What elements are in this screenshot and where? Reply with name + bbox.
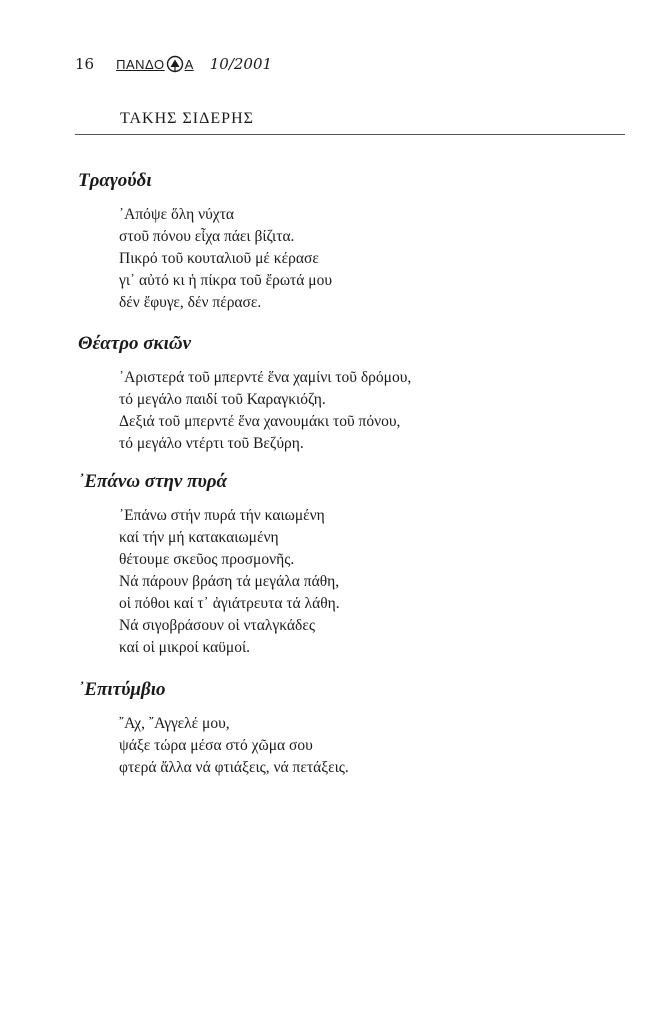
page-header bbox=[75, 50, 272, 78]
poem-line: θέτουμε σκεῦος προσμονῆς. bbox=[119, 551, 295, 568]
poem-line: Νά σιγοβράσουν οἱ νταλγκάδες bbox=[119, 617, 315, 634]
logo-text-right: Α bbox=[184, 56, 194, 72]
magazine-logo bbox=[116, 55, 194, 73]
poem-line: οἱ πόθοι καί τ᾿ ἀγιάτρευτα τά λάθη. bbox=[119, 595, 340, 612]
logo-emblem-icon bbox=[166, 55, 184, 73]
poem-line: καί οἱ μικροί καϋμοί. bbox=[119, 639, 251, 656]
poem-line: ᾿Απόψε ὅλη νύχτα bbox=[119, 206, 235, 223]
poem-line: στοῦ πόνου εἶχα πάει βίζιτα. bbox=[119, 228, 295, 245]
poem-body bbox=[119, 367, 411, 455]
poem-title: Θέατρο σκιῶν bbox=[78, 333, 192, 354]
poem-line: τό μεγάλο παιδί τοῦ Καραγκιόζη. bbox=[119, 391, 326, 408]
issue-date: 10/2001 bbox=[209, 55, 273, 73]
poem-epano-stin-pyra bbox=[78, 471, 340, 659]
poem-line: καί τήν μή κατακαιωμένη bbox=[119, 529, 279, 546]
poem-body bbox=[119, 204, 332, 314]
poem-line: τό μεγάλο ντέρτι τοῦ Βεζύρη. bbox=[119, 435, 304, 452]
poem-line: Δεξιά τοῦ μπερντέ ἕνα χανουμάκι τοῦ πόνου, bbox=[119, 413, 401, 430]
poem-body bbox=[119, 713, 349, 779]
poem-line: φτερά ἄλλα νά φτιάξεις, νά πετάξεις. bbox=[119, 759, 349, 776]
poem-epitymvio bbox=[78, 679, 349, 779]
poem-tragoudi bbox=[78, 170, 332, 314]
poem-title: Τραγούδι bbox=[78, 170, 152, 191]
header-divider bbox=[75, 134, 625, 135]
author-name: ΤΑΚΗΣ ΣΙΔΕΡΗΣ bbox=[120, 110, 254, 127]
poem-line: ψάξε τώρα μέσα στό χῶμα σου bbox=[119, 737, 313, 754]
poem-body bbox=[119, 505, 340, 659]
poem-line: ῎Αχ, ῎Αγγελέ μου, bbox=[119, 715, 230, 732]
poem-title: ᾿Επιτύμβιο bbox=[78, 679, 166, 700]
poem-theatro-skion bbox=[78, 333, 411, 455]
logo-text-left: ΠΑΝΔΟ bbox=[116, 56, 165, 72]
poem-line: δέν ἔφυγε, δέν πέρασε. bbox=[119, 294, 262, 311]
poem-line: Νά πάρουν βράση τά μεγάλα πάθη, bbox=[119, 573, 340, 590]
page-number: 16 bbox=[75, 55, 95, 73]
poem-line: γι᾿ αὐτό κι ἡ πίκρα τοῦ ἔρωτά μου bbox=[119, 272, 333, 289]
poem-title: ᾿Επάνω στην πυρά bbox=[78, 471, 228, 492]
poem-line: ᾿Επάνω στήν πυρά τήν καιωμένη bbox=[119, 507, 325, 524]
poem-line: ᾿Αριστερά τοῦ μπερντέ ἕνα χαμίνι τοῦ δρόμου, bbox=[119, 369, 412, 386]
poem-line: Πικρό τοῦ κουταλιοῦ μέ κέρασε bbox=[119, 250, 319, 267]
